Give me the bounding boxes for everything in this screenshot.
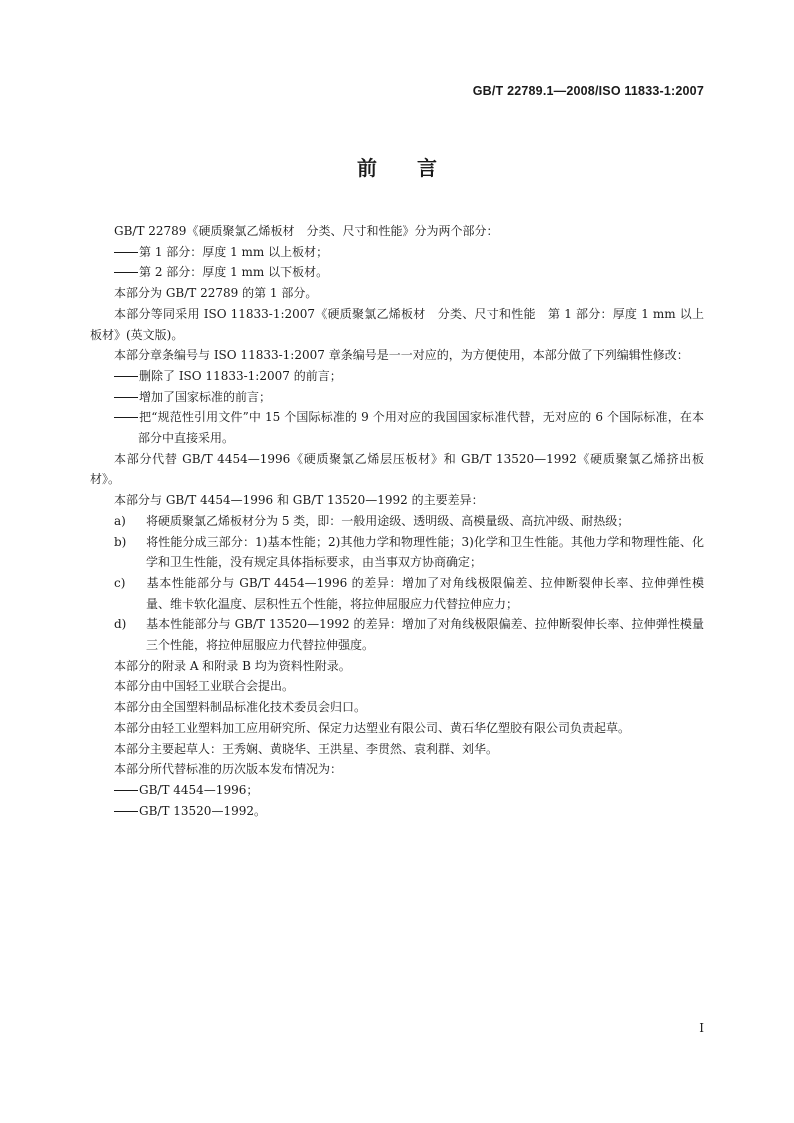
paragraph: 本部分主要起草人：王秀娴、黄晓华、王洪星、李贯然、袁利群、刘华。 [114, 741, 499, 756]
em-dash-mark [114, 252, 138, 253]
dash-item-text: 把“规范性引用文件”中 15 个国际标准的 9 个用对应的我国国家标准代替，无对应的 6 个国际标准，在本部分中直接采用。 [138, 410, 704, 446]
list-item [90, 511, 704, 532]
dash-item-text: 第 1 部分：厚度 1 mm 以上板材； [139, 244, 329, 259]
list-item [90, 614, 704, 655]
list-item-text: 基本性能部分与 GB/T 13520—1992 的差异：增加了对角线极限偏差、拉伸断裂伸长率、拉伸弹性模量三个性能，将拉伸屈服应力代替拉伸强度。 [146, 617, 704, 653]
dash-item-text: GB/T 4454—1996； [139, 782, 259, 797]
dash-item [90, 242, 704, 263]
dash-item [90, 387, 704, 408]
paragraph: 本部分所代替标准的历次版本发布情况为： [114, 762, 343, 777]
paragraph: 本部分由全国塑料制品标准化技术委员会归口。 [114, 700, 367, 715]
paragraph: 本部分的附录 A 和附录 B 均为资料性附录。 [114, 658, 351, 673]
dash-item [90, 407, 704, 448]
list-item-label: a) [114, 513, 126, 528]
list-item-label: c) [114, 575, 126, 590]
em-dash-mark [114, 790, 138, 791]
paragraph: 本部分由轻工业塑料加工应用研究所、保定力达塑业有限公司、黄石华亿塑胶有限公司负责起草。 [114, 720, 631, 735]
em-dash-mark [114, 397, 138, 398]
dash-item [90, 366, 704, 387]
list-item [90, 532, 704, 573]
dash-item-text: 第 2 部分：厚度 1 mm 以下板材。 [139, 265, 329, 280]
paragraph: 本部分由中国轻工业联合会提出。 [114, 679, 295, 694]
list-item-label: d) [114, 617, 127, 632]
em-dash-mark [114, 376, 138, 377]
dash-item-text: GB/T 13520—1992。 [139, 803, 266, 818]
paragraph: 本部分为 GB/T 22789 的第 1 部分。 [114, 286, 318, 301]
paragraph: 本部分与 GB/T 4454—1996 和 GB/T 13520—1992 的主要差异： [114, 493, 484, 508]
dash-item-text: 删除了 ISO 11833-1:2007 的前言； [139, 368, 342, 383]
paragraph: GB/T 22789《硬质聚氯乙烯板材 分类、尺寸和性能》分为两个部分： [114, 224, 499, 238]
list-item [90, 573, 704, 614]
page-number: I [699, 1021, 704, 1035]
list-item-text: 将硬质聚氯乙烯板材分为 5 类，即：一般用途级、透明级、高模量级、高抗冲级、耐热级； [146, 513, 630, 528]
em-dash-mark [114, 272, 138, 273]
list-item-text: 基本性能部分与 GB/T 4454—1996 的差异：增加了对角线极限偏差、拉伸断裂伸长率、拉伸弹性模量、维卡软化温度、层积性五个性能，将拉伸屈服应力代替拉伸应力； [146, 575, 704, 611]
standard-code-header: GB/T 22789.1—2008/ISO 11833-1:2007 [472, 84, 704, 98]
em-dash-mark [114, 417, 138, 418]
em-dash-mark [114, 811, 138, 812]
dash-item [90, 262, 704, 283]
dash-item [90, 801, 704, 822]
paragraph: 本部分等同采用 ISO 11833-1:2007《硬质聚氯乙烯板材 分类、尺寸和性能 第 1 部分：厚度 1 mm 以上板材》(英文版)。 [90, 306, 704, 342]
paragraph: 本部分代替 GB/T 4454—1996《硬质聚氯乙烯层压板材》和 GB/T 13520—1992《硬质聚氯乙烯挤出板材》。 [90, 451, 704, 487]
dash-item-text: 增加了国家标准的前言； [139, 389, 272, 404]
dash-item [90, 780, 704, 801]
foreword-body [90, 221, 704, 821]
page-title: 前言 [357, 156, 477, 180]
list-item-label: b) [114, 534, 127, 549]
list-item-text: 将性能分成三部分：1)基本性能；2)其他力学和物理性能；3)化学和卫生性能。其他力学和物理性能、化学和卫生性能，没有规定具体指标要求，由当事双方协商确定； [146, 534, 704, 570]
paragraph: 本部分章条编号与 ISO 11833-1:2007 章条编号是一一对应的，为方便使用，本部分做了下列编辑性修改： [114, 348, 689, 363]
